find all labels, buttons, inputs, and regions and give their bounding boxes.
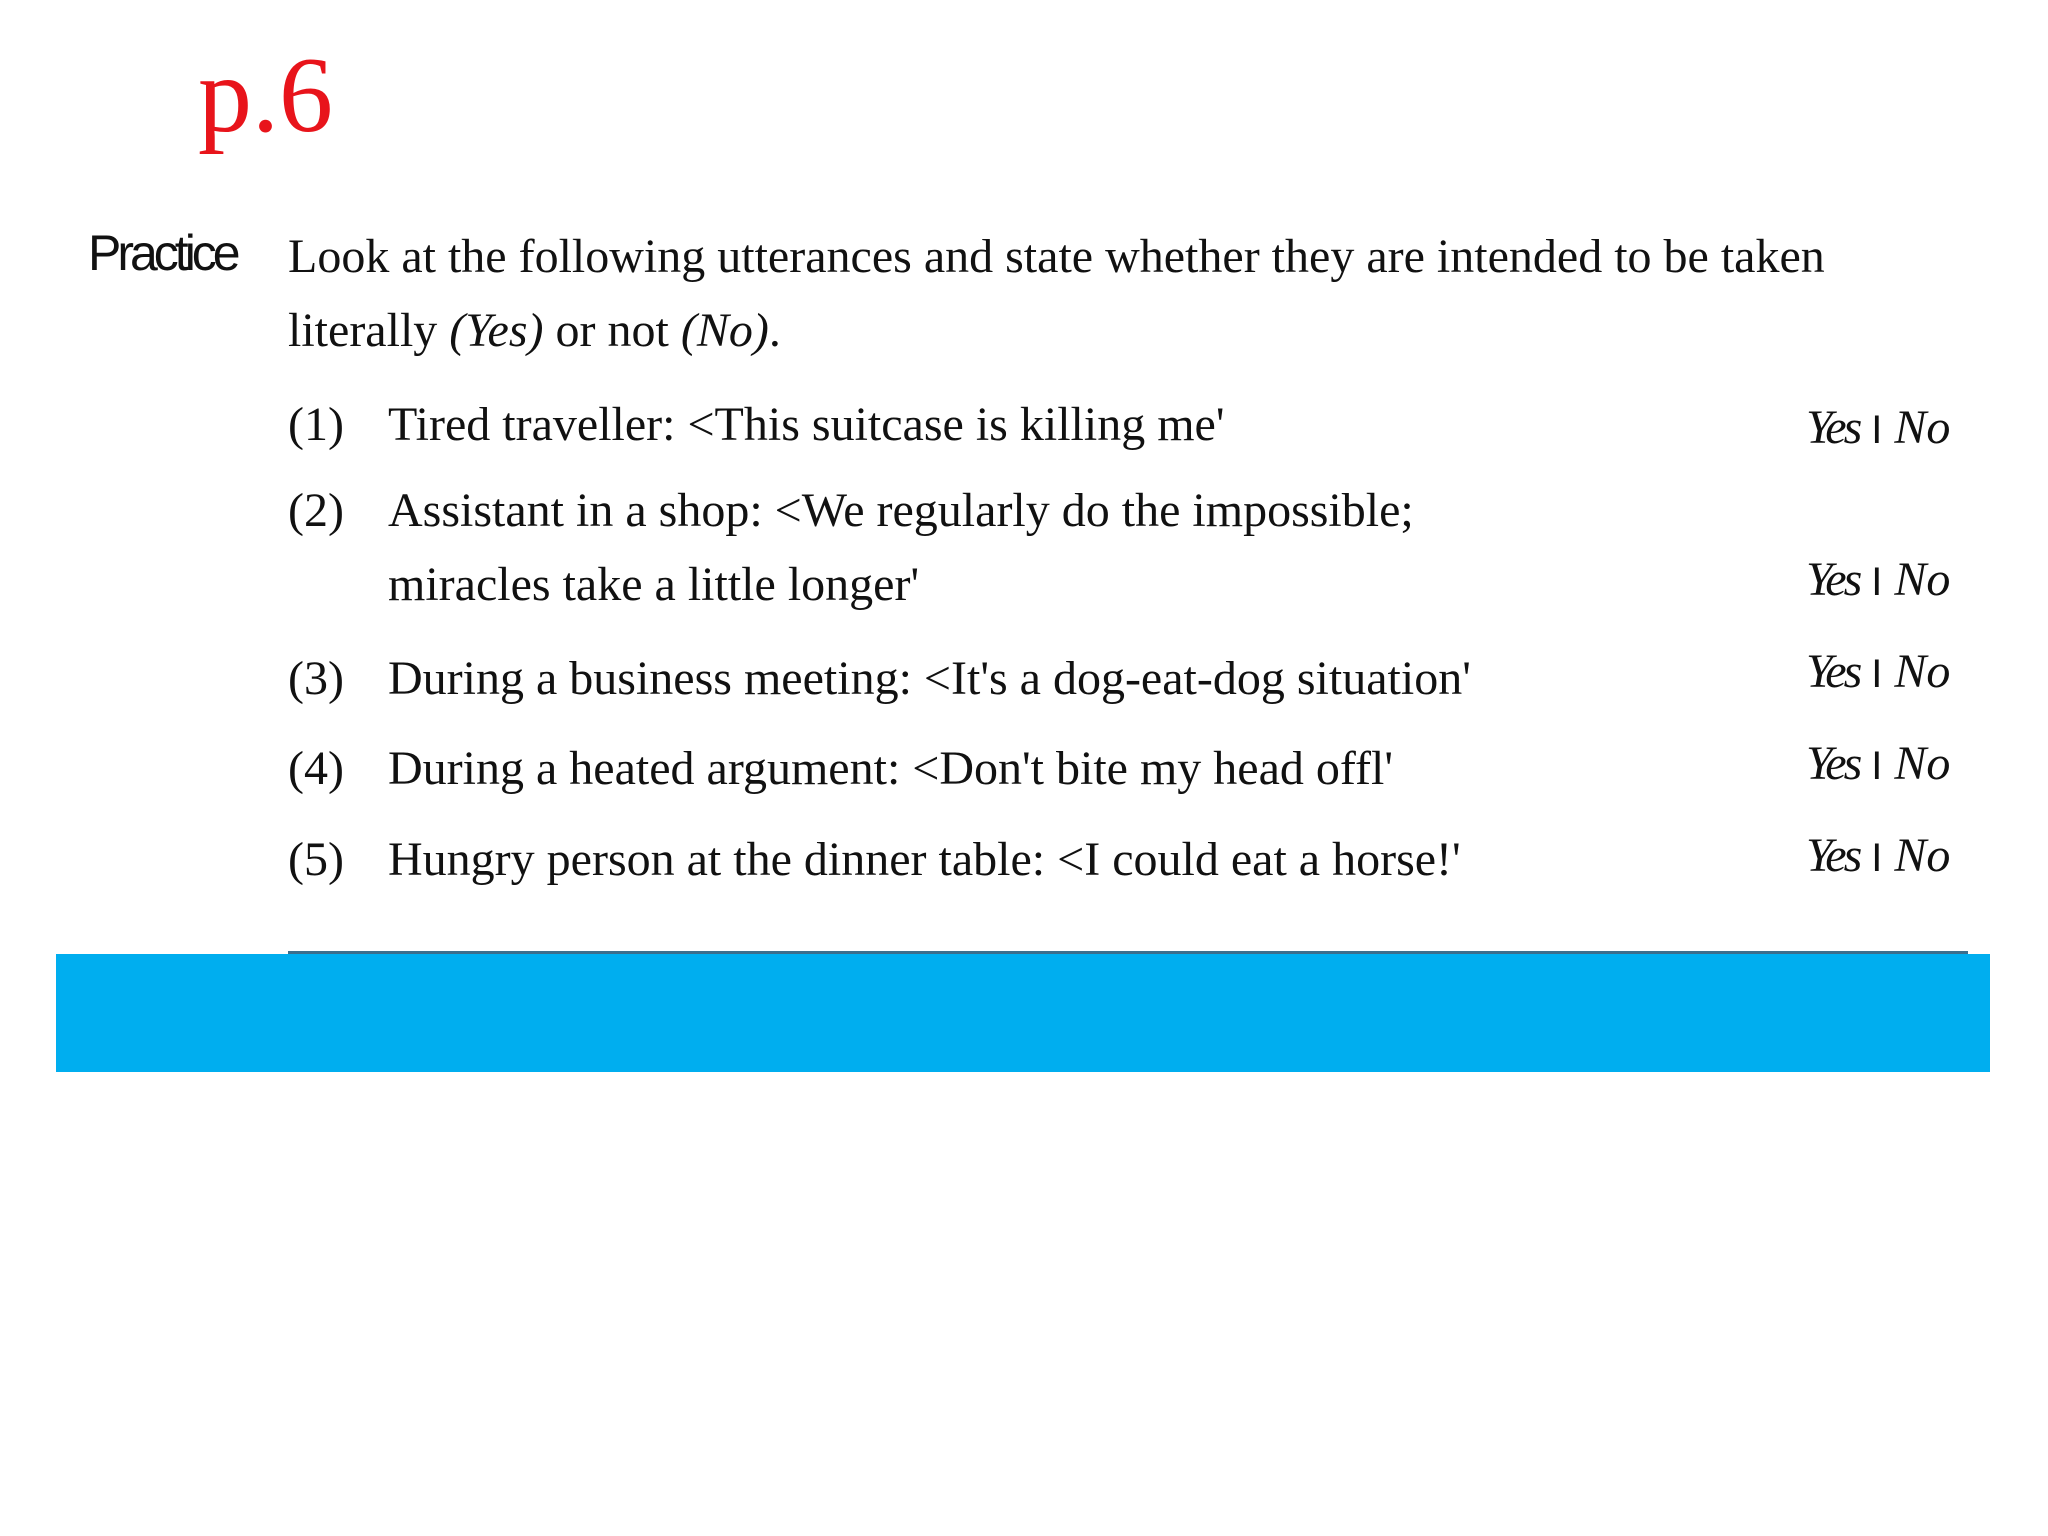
answer-separator: I	[1871, 652, 1883, 696]
yes-option[interactable]: Yes	[1806, 737, 1860, 790]
item-number: (2)	[288, 484, 344, 537]
no-option[interactable]: No	[1894, 401, 1951, 454]
no-option[interactable]: No	[1894, 737, 1951, 790]
item-text: During a business meeting: <It's a dog-eat-dog situation'	[388, 652, 1471, 705]
item-number: (1)	[288, 398, 344, 451]
answer-separator: I	[1871, 744, 1883, 788]
no-option[interactable]: No	[1894, 645, 1951, 698]
item-text: During a heated argument: <Don't bite my head offl'	[388, 742, 1393, 795]
blue-banner	[56, 954, 1990, 1072]
item-number: (4)	[288, 742, 344, 795]
yes-option[interactable]: Yes	[1806, 829, 1860, 882]
no-option[interactable]: No	[1894, 553, 1951, 606]
answer-separator: I	[1871, 408, 1883, 452]
instruction-text: Look at the following utterances and state whether they are intended to be taken literally	[288, 230, 1825, 357]
exercise-item-4	[288, 732, 1988, 806]
item-number: (3)	[288, 652, 344, 705]
no-option[interactable]: No	[1894, 829, 1951, 882]
answer-separator: I	[1871, 560, 1883, 604]
answer-choice-5[interactable]	[1806, 829, 1951, 882]
answer-choice-2[interactable]	[1806, 553, 1951, 606]
page-number: p.6	[198, 36, 333, 155]
answer-choice-1[interactable]	[1806, 401, 1951, 454]
practice-instructions	[288, 220, 1928, 368]
no-hint: (No)	[680, 304, 769, 357]
exercise-item-3	[288, 642, 1988, 716]
exercise-item-5	[288, 823, 1988, 897]
yes-option[interactable]: Yes	[1806, 645, 1860, 698]
item-text-continued: miracles take a little longer'	[388, 558, 920, 611]
item-number: (5)	[288, 833, 344, 886]
yes-hint: (Yes)	[449, 304, 544, 357]
answer-choice-4[interactable]	[1806, 737, 1951, 790]
item-text: Tired traveller: <This suitcase is killing me'	[388, 398, 1225, 451]
answer-choice-3[interactable]	[1806, 645, 1951, 698]
yes-option[interactable]: Yes	[1806, 553, 1860, 606]
item-text: Assistant in a shop: <We regularly do the impossible;	[388, 484, 1414, 537]
exercise-item-1	[288, 388, 1988, 462]
item-text: Hungry person at the dinner table: <I could eat a horse!'	[388, 833, 1461, 886]
instruction-text-or-not: or not	[543, 304, 681, 357]
instruction-end: .	[768, 304, 781, 357]
answer-separator: I	[1871, 836, 1883, 880]
practice-label: Practice	[88, 225, 237, 281]
yes-option[interactable]: Yes	[1806, 401, 1860, 454]
